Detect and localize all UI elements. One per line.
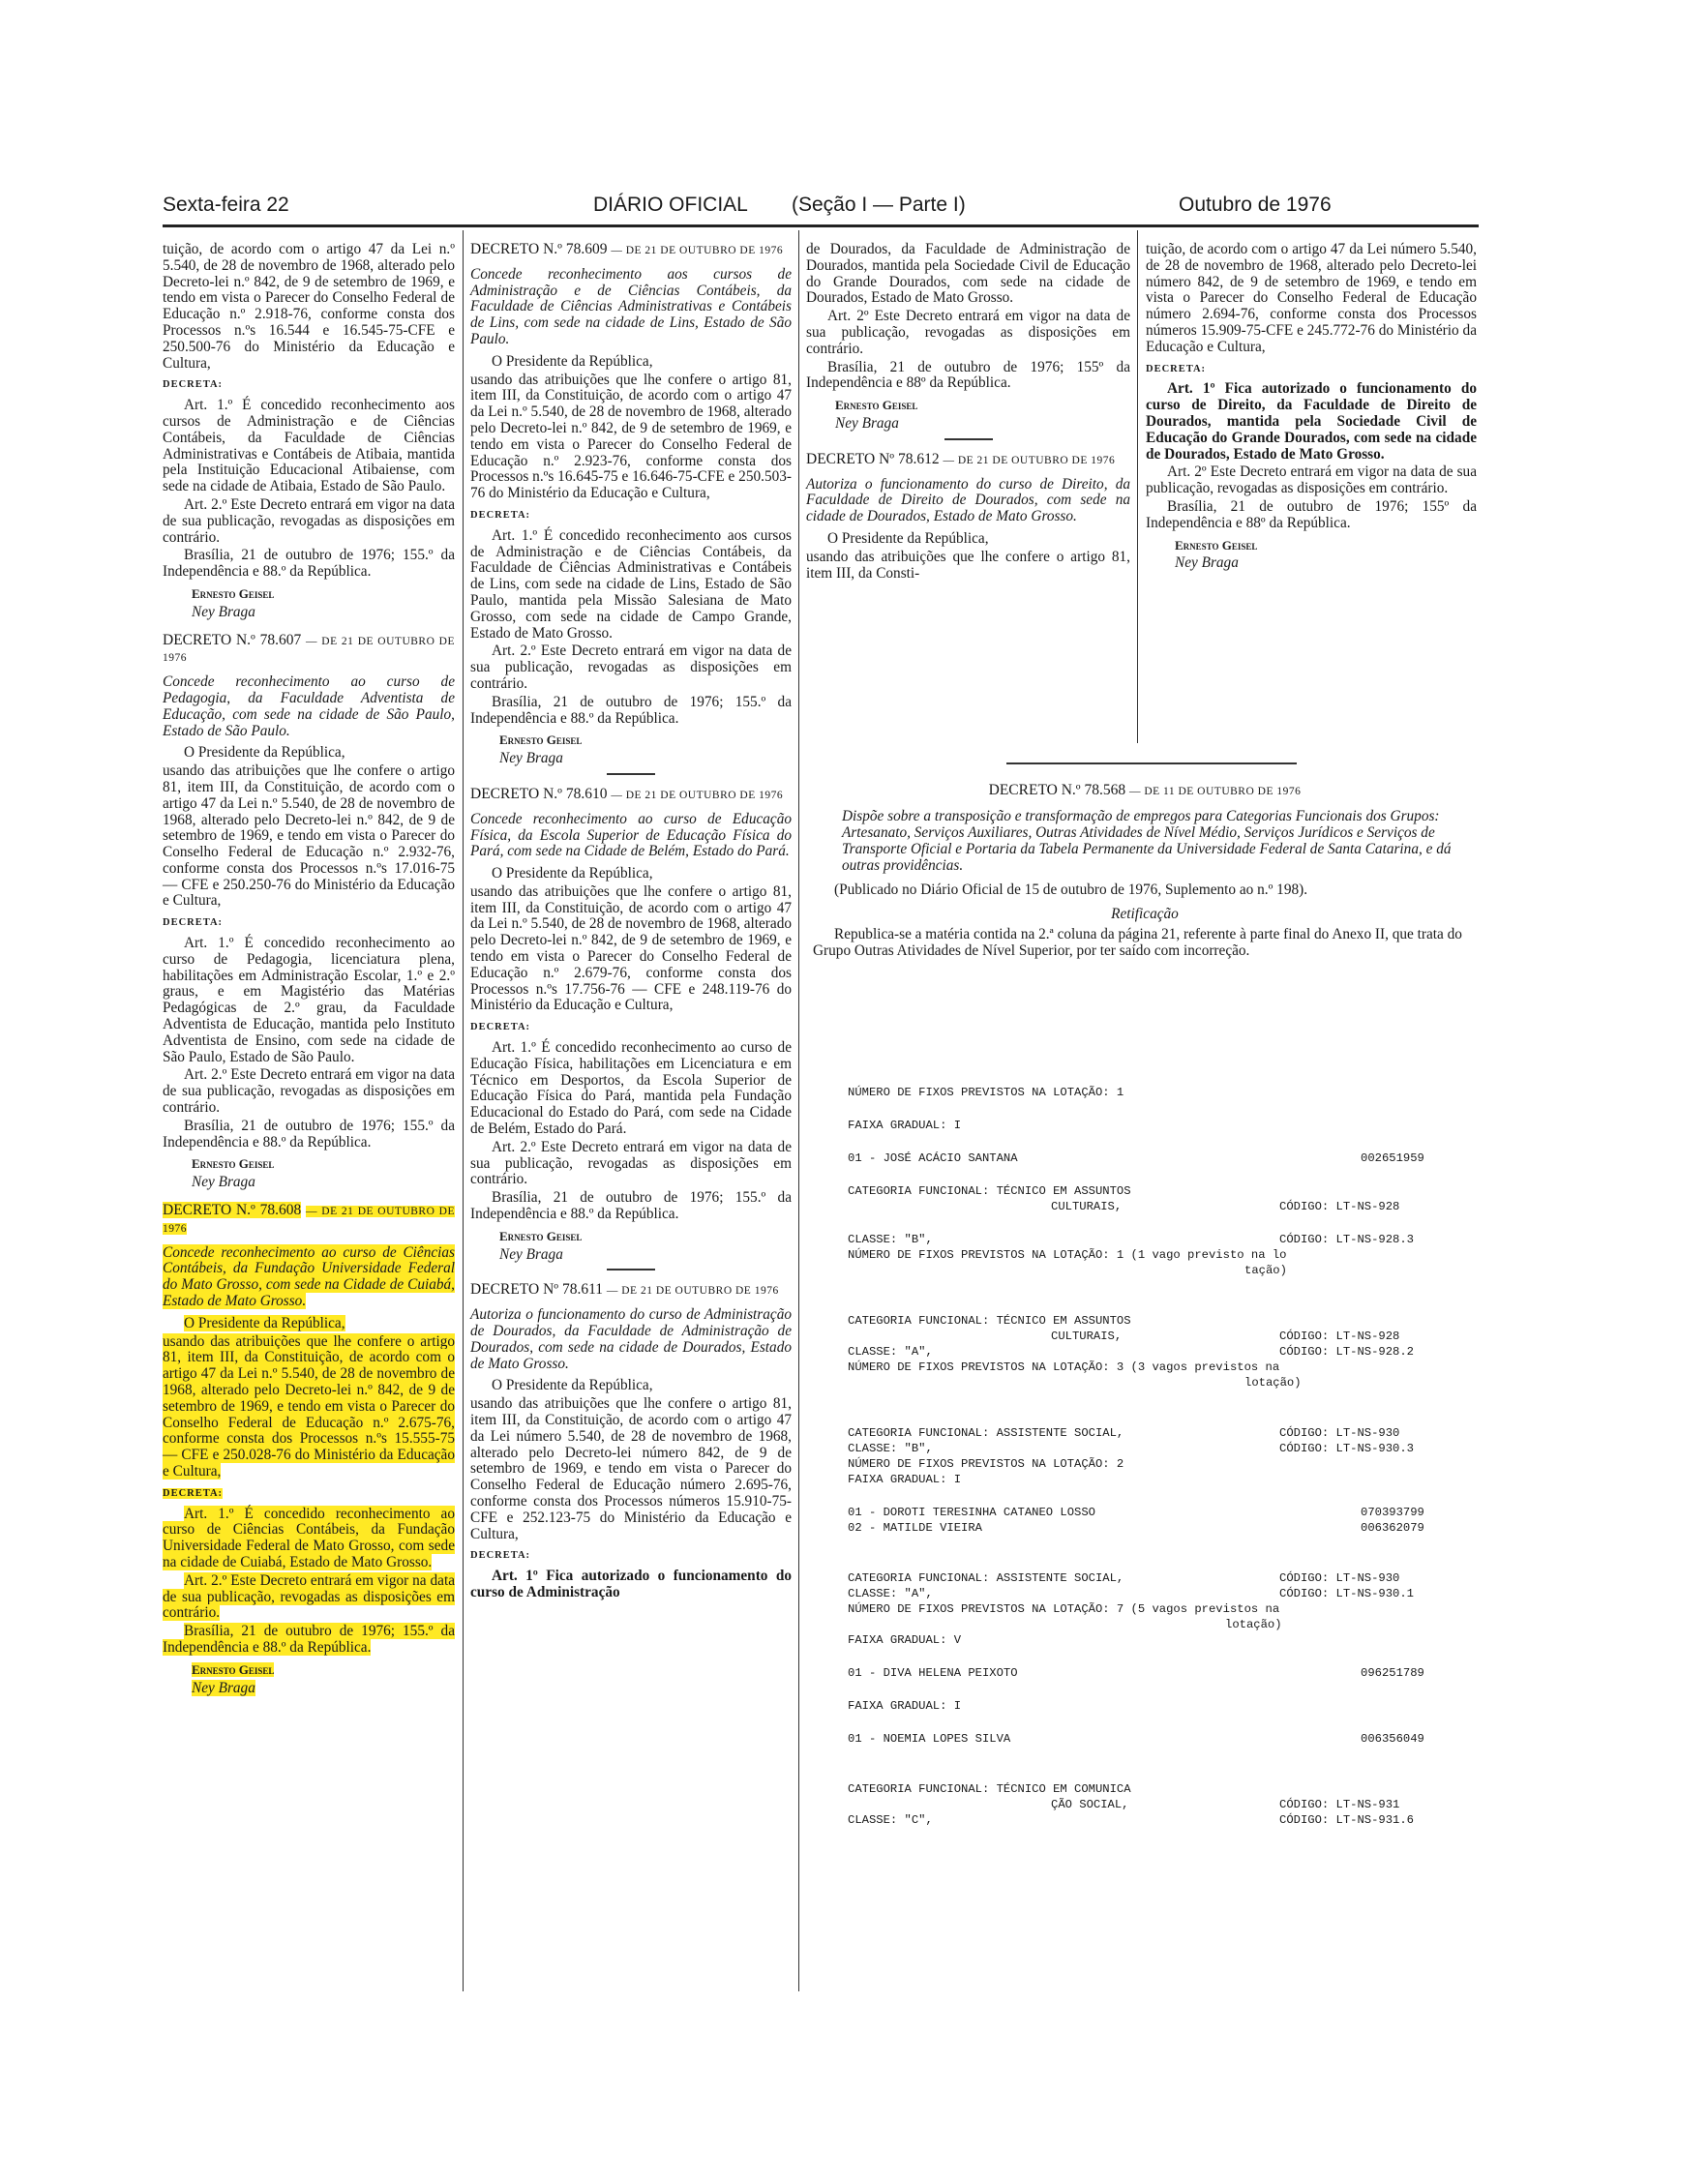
signature-minister: Ney Braga [192,1174,255,1191]
decree-78568 [813,770,1477,963]
column-2 [470,242,792,1603]
signing-date: Brasília, 21 de outubro de 1976; 155º da Independência e 88º da República. [1146,497,1477,531]
decreta-label: DECRETA: [470,1022,531,1033]
separator [607,1269,655,1270]
article-1: Art. 1º Fica autorizado o funcionamento do curso de Direito, da Faculdade de Direito de Dourados, mantida pela Sociedade Civil de Educação do Grande Dourados, com sede na cidade de Dourados, Estado de Mato Grosso. [1146,380,1477,463]
decree-heading: DECRETO Nº 78.611 — DE 21 DE OUTUBRO DE 1976 [470,1281,779,1299]
list-item: 01 - DIVA HELENA PEIXOTO 096251789 [848,1666,1424,1680]
body-text: tuição, de acordo com o artigo 47 da Lei número 5.540, de 28 de novembro de 1968, alterado pelo Decreto-lei número 842, de 9 de setembro de 1969, e tendo em vista o Parecer do Conselho Federal de Educação número 2.694-76, conforme consta dos Processos números 15.909-75-CFE e 245.772-76 do Ministério da Educação e Cultura, [1146,241,1477,355]
body-text: usando das atribuições que lhe confere o artigo 81, item III, da Consti- [806,548,1130,582]
list-item: CATEGORIA FUNCIONAL: TÉCNICO EM COMUNICA [848,1782,1131,1796]
decreta-label: DECRETA: [163,379,224,391]
decree-summary: Concede reconhecimento ao curso de Ciências Contábeis, da Fundação Universidade Federal do Mato Grosso, com sede na Cidade de Cuiabá, Estado de Mato Grosso. [163,1243,455,1310]
signature-president: Ernesto Geisel [499,732,583,748]
list-item: FAIXA GRADUAL: I [848,1473,962,1486]
decree-summary: Concede reconhecimento ao curso de Educação Física, da Escola Superior de Educação Física do Pará, com sede na Cidade de Belém, Estado do Pará. [470,810,792,860]
column-divider [798,230,799,1991]
article-2: Art. 2.º Este Decreto entrará em vigor na data de sua publicação, revogadas as disposições em contrário. [163,1571,455,1622]
decreta-label: DECRETA: [163,1487,224,1499]
page-header [163,194,1477,221]
list-item: FAIXA GRADUAL: V [848,1633,962,1647]
body-text: usando das atribuições que lhe confere o artigo 81, item III, da Constituição, de acordo com o artigo 47 da Lei n.º 5.540, de 28 de novembro de 1968, alterado pelo Decreto-lei n.º 842, de 9 de setembro de 1969, e tendo em vista o Parecer do Conselho Federal de Educação n.º 2.923-76, conforme consta dos Processos n.ºs 16.645-75 e 16.646-75-CFE e 250.503-76 do Ministério da Educação e Cultura, [470,371,792,502]
list-item: CATEGORIA FUNCIONAL: ASSISTENTE SOCIAL, CÓDIGO: LT-NS-930 [848,1571,1400,1585]
list-item: 01 - JOSÉ ACÁCIO SANTANA 002651959 [848,1151,1424,1165]
decreta-label: DECRETA: [470,509,531,521]
annex-listing [848,1086,1448,1829]
list-item: CULTURAIS, CÓDIGO: LT-NS-928 [1051,1330,1400,1343]
decreta-label: DECRETA: [470,1550,531,1562]
decree-heading: DECRETO N.º 78.610 — DE 21 DE OUTUBRO DE 1976 [470,785,784,802]
article-2: Art. 2º Este Decreto entrará em vigor na data de sua publicação, revogadas as disposições em contrário. [1146,463,1477,497]
decree-heading: DECRETO N.º 78.607 — DE 21 DE OUTUBRO DE 1976 [163,631,456,665]
list-item: 02 - MATILDE VIEIRA 006362079 [848,1521,1424,1535]
list-item: CATEGORIA FUNCIONAL: ASSISTENTE SOCIAL, CÓDIGO: LT-NS-930 [848,1426,1400,1440]
list-item: NÚMERO DE FIXOS PREVISTOS NA LOTAÇÃO: 7 (5 vagos previstos na [848,1602,1280,1616]
article-1: Art. 1.º É concedido reconhecimento aos cursos de Administração e de Ciências Contábeis, da Faculdade de Ciências Administrativas e Contábeis de Lins, com sede na cidade de Lins, Estado de São Paulo, mantida pela Missão Salesiana de Mato Grosso, com sede na cidade de Campo Grande, Estado de Mato Grosso. [470,526,792,642]
article-1: Art. 1.º É concedido reconhecimento ao curso de Pedagogia, licenciatura plena, habilitações em Administração Escolar, 1.º e 2.º graus, e em Magistério das Matérias Pedagógicas de 2.º grau, da Faculdade Adventista de Educação, mantida pelo Instituto Adventista de Ensino, com sede na cidade de São Paulo, Estado de São Paulo. [163,935,455,1065]
signature-minister: Ney Braga [499,750,563,767]
article-1: Art. 1.º É concedido reconhecimento aos cursos de Administração e de Ciências Contábeis, da Faculdade de Ciências Administrativas e Contábeis de Atibaia, mantida pela Instituição Educacional Atibaiense, com sede na cidade de Atibaia, Estado de São Paulo. [163,397,455,495]
body-text: usando das atribuições que lhe confere o artigo 81, item III, da Constituição, de acordo com o artigo 47 da Lei n.º 5.540, de 28 de novembro de 1968, alterado pelo Decreto-lei n.º 842, de 9 de setembro de 1969, e tendo em vista o Parecer do Conselho Federal de Educação n.º 2.932-76, conforme consta dos Processos n.ºs 17.016-75 — CFE e 250.250-76 do Ministério da Educação e Cultura, [163,762,455,910]
list-item: FAIXA GRADUAL: I [848,1699,962,1713]
president-line: O Presidente da República, [184,1314,345,1331]
article-1: Art. 1º Fica autorizado o funcionamento do curso de Administração [470,1568,792,1600]
list-item: FAIXA GRADUAL: I [848,1119,962,1132]
retification-text: Republica-se a matéria contida na 2.ª coluna da página 21, referente à parte final do Anexo II, que trata do Grupo Outras Atividades de Nível Superior, por ter saído com incorreção. [813,926,1462,959]
signing-date: Brasília, 21 de outubro de 1976; 155º da Independência e 88º da República. [806,358,1130,392]
separator [944,438,993,440]
list-item: tação) [1244,1264,1287,1277]
decree-summary: Dispõe sobre a transposição e transformação de empregos para Categorias Funcionais dos Grupos: Artesanato, Serviços Auxiliares, Outras Atividades de Nível Médio, Serviços Jurídicos e Serviços de Transporte Oficial e Portaria da Tabela Permanente da Universidade Federal de Santa Catarina, e dá outras providências. [842,808,1452,874]
signature-minister: Ney Braga [192,603,255,620]
president-line: O Presidente da República, [492,1377,653,1394]
list-item: NÚMERO DE FIXOS PREVISTOS NA LOTAÇÃO: 1 [848,1086,1124,1099]
body-text: de Dourados, da Faculdade de Administração de Dourados, mantida pela Sociedade Civil de Educação do Grande Dourados, com sede na cidade de Dourados, Estado de Mato Grosso. [806,241,1130,307]
signature-president: Ernesto Geisel [835,398,918,413]
decree-heading: DECRETO N.º 78.568 — DE 11 DE OUTUBRO DE 1976 [988,782,1302,798]
article-2: Art. 2.º Este Decreto entrará em vigor na data de sua publicação, revogadas as disposições em contrário. [470,1138,792,1188]
president-line: O Presidente da República, [184,744,345,762]
signature-minister: Ney Braga [499,1245,563,1263]
column-divider [463,230,464,1991]
president-line: O Presidente da República, [492,865,653,882]
signing-date: Brasília, 21 de outubro de 1976; 155.º da Independência e 88.º da República. [163,547,455,581]
decree-summary: Concede reconhecimento ao curso de Pedagogia, da Faculdade Adventista de Educação, com sede na cidade de São Paulo, Estado de São Paulo. [163,673,455,739]
list-item: CLASSE: "B", CÓDIGO: LT-NS-928.3 [848,1233,1414,1246]
article-1: Art. 1.º É concedido reconhecimento ao curso de Educação Física, habilitações em Licenciatura e em Técnico em Desportos, da Escola Superior de Educação Física do Pará, mantida pela Fundação Educacional do Estado do Pará, com sede na Cidade de Belém, Estado do Pará. [470,1039,792,1138]
list-item: CLASSE: "A", CÓDIGO: LT-NS-928.2 [848,1345,1414,1359]
article-2: Art. 2º Este Decreto entrará em vigor na data de sua publicação, revogadas as disposições em contrário. [806,308,1130,357]
header-title: DIÁRIO OFICIAL [593,194,748,216]
president-line: O Presidente da República, [492,352,653,370]
list-item: 01 - NOEMIA LOPES SILVA 006356049 [848,1732,1424,1746]
decree-summary: Autoriza o funcionamento do curso de Direito, da Faculdade de Direito de Dourados, com sede na cidade de Dourados, Estado de Mato Grosso. [806,475,1130,525]
decree-heading: DECRETO N.º 78.609 — DE 21 DE OUTUBRO DE 1976 [470,241,784,257]
list-item: NÚMERO DE FIXOS PREVISTOS NA LOTAÇÃO: 2 [848,1457,1124,1471]
list-item: CULTURAIS, CÓDIGO: LT-NS-928 [1051,1200,1400,1213]
president-line: O Presidente da República, [827,529,989,547]
header-date: Outubro de 1976 [1179,194,1332,216]
list-item: NÚMERO DE FIXOS PREVISTOS NA LOTAÇÃO: 1 (1 vago previsto na lo [848,1248,1287,1262]
signature-president: Ernesto Geisel [192,1661,275,1677]
column-3 [806,242,1130,583]
header-section: (Seção I — Parte I) [792,194,966,216]
body-text: tuição, de acordo com o artigo 47 da Lei n.º 5.540, de 28 de novembro de 1968, alterado pelo Decreto-lei n.º 842, de 9 de setembro de 1969, e tendo em vista o Parecer do Conselho Federal de Educação n.º 2.918-76, conforme consta dos Processos n.ºs 16.544 e 16.545-75-CFE e 250.500-76 do Ministério da Educação e Cultura, [163,241,455,372]
signature-president: Ernesto Geisel [499,1228,583,1243]
decree-summary: Autoriza o funcionamento do curso de Administração de Dourados, da Faculdade de Administração de Dourados, com sede na cidade de Dourados, Estado de Mato Grosso. [470,1306,792,1372]
signing-date: Brasília, 21 de outubro de 1976; 155.º da Independência e 88.º da República. [470,693,792,727]
column-1 [163,242,455,1698]
retification-title: Retificação [1111,906,1179,922]
list-item: lotação) [1244,1376,1302,1390]
signature-minister: Ney Braga [192,1679,255,1696]
separator [1006,762,1297,764]
body-text: usando das atribuições que lhe confere o artigo 81, item III, da Constituição, de acordo com o artigo 47 da Lei n.º 5.540, de 28 de novembro de 1968, alterado pelo Decreto-lei n.º 842, de 9 de setembro de 1969, e tendo em vista o Parecer do Conselho Federal de Educação n.º 2.675-76, conforme consta dos Processos n.ºs 15.555-75 — CFE e 250.028-76 do Ministério da Educação e Cultura, [163,1332,455,1480]
decree-summary: Concede reconhecimento aos cursos de Administração e de Ciências Contábeis, da Faculdade de Ciências Administrativas e Contábeis de Lins, com sede na cidade de Lins, Estado de São Paulo. [470,265,792,347]
article-1: Art. 1.º É concedido reconhecimento ao curso de Ciências Contábeis, da Fundação Universidade Federal de Mato Grosso, com sede na cidade de Cuiabá, Estado de Mato Grosso. [163,1505,455,1570]
article-2: Art. 2.º Este Decreto entrará em vigor na data de sua publicação, revogadas as disposições em contrário. [470,643,792,692]
list-item: 01 - DOROTI TERESINHA CATANEO LOSSO 070393799 [848,1506,1424,1519]
column-4 [1146,242,1477,574]
header-day: Sexta-feira 22 [163,194,289,216]
signing-date: Brasília, 21 de outubro de 1976; 155.º da Independência e 88.º da República. [470,1189,792,1223]
signature-minister: Ney Braga [835,414,899,432]
signature-president: Ernesto Geisel [192,1156,275,1172]
signature-minister: Ney Braga [1175,554,1239,572]
header-rule [163,224,1479,227]
column-divider [1137,230,1138,743]
list-item: lotação) [1225,1618,1282,1631]
list-item: CLASSE: "C", CÓDIGO: LT-NS-931.6 [848,1813,1414,1827]
signature-president: Ernesto Geisel [192,585,275,601]
decree-heading: DECRETO Nº 78.612 — DE 21 DE OUTUBRO DE 1976 [806,450,1116,467]
list-item: NÚMERO DE FIXOS PREVISTOS NA LOTAÇÃO: 3 (3 vagos previstos na [848,1360,1280,1374]
list-item: CATEGORIA FUNCIONAL: TÉCNICO EM ASSUNTOS [848,1184,1131,1198]
decree-heading: DECRETO N.º 78.608 — DE 21 DE OUTUBRO DE 1976 [163,1202,456,1235]
signing-date: Brasília, 21 de outubro de 1976; 155.º da Independência e 88.º da República. [163,1623,455,1656]
list-item: CATEGORIA FUNCIONAL: TÉCNICO EM ASSUNTOS [848,1314,1131,1328]
signature-president: Ernesto Geisel [1175,537,1258,553]
separator [607,773,655,775]
decreta-label: DECRETA: [163,917,224,929]
signing-date: Brasília, 21 de outubro de 1976; 155.º da Independência e 88.º da República. [163,1117,455,1151]
decreta-label: DECRETA: [1146,363,1207,374]
list-item: CLASSE: "A", CÓDIGO: LT-NS-930.1 [848,1587,1414,1600]
list-item: ÇÃO SOCIAL, CÓDIGO: LT-NS-931 [1051,1798,1400,1811]
body-text: usando das atribuições que lhe confere o artigo 81, item III, da Constituição, de acordo com o artigo 47 da Lei número 5.540, de 28 de novembro de 1968, alterado pelo Decreto-lei número 842, de 9 de setembro de 1969, e tendo em vista o Parecer do Conselho Federal de Educação número 2.695-76, conforme consta dos Processos números 15.910-75-CFE e 252.123-75 do Ministério da Educação e Cultura, [470,1395,792,1542]
article-2: Art. 2.º Este Decreto entrará em vigor na data de sua publicação, revogadas as disposições em contrário. [163,495,455,546]
body-text: usando das atribuições que lhe confere o artigo 81, item III, da Constituição, de acordo com o artigo 47 da Lei n.º 5.540, de 28 de novembro de 1968, alterado pelo Decreto-lei n.º 842, de 9 de setembro de 1969, e tendo em vista o Parecer do Conselho Federal de Educação n.º 2.679-76, conforme consta dos Processos n.ºs 17.756-76 — CFE e 248.119-76 do Ministério da Educação e Cultura, [470,882,792,1014]
article-2: Art. 2.º Este Decreto entrará em vigor na data de sua publicação, revogadas as disposições em contrário. [163,1066,455,1117]
publication-note: (Publicado no Diário Oficial de 15 de outubro de 1976, Suplemento ao n.º 198). [834,882,1308,898]
list-item: CLASSE: "B", CÓDIGO: LT-NS-930.3 [848,1442,1414,1455]
